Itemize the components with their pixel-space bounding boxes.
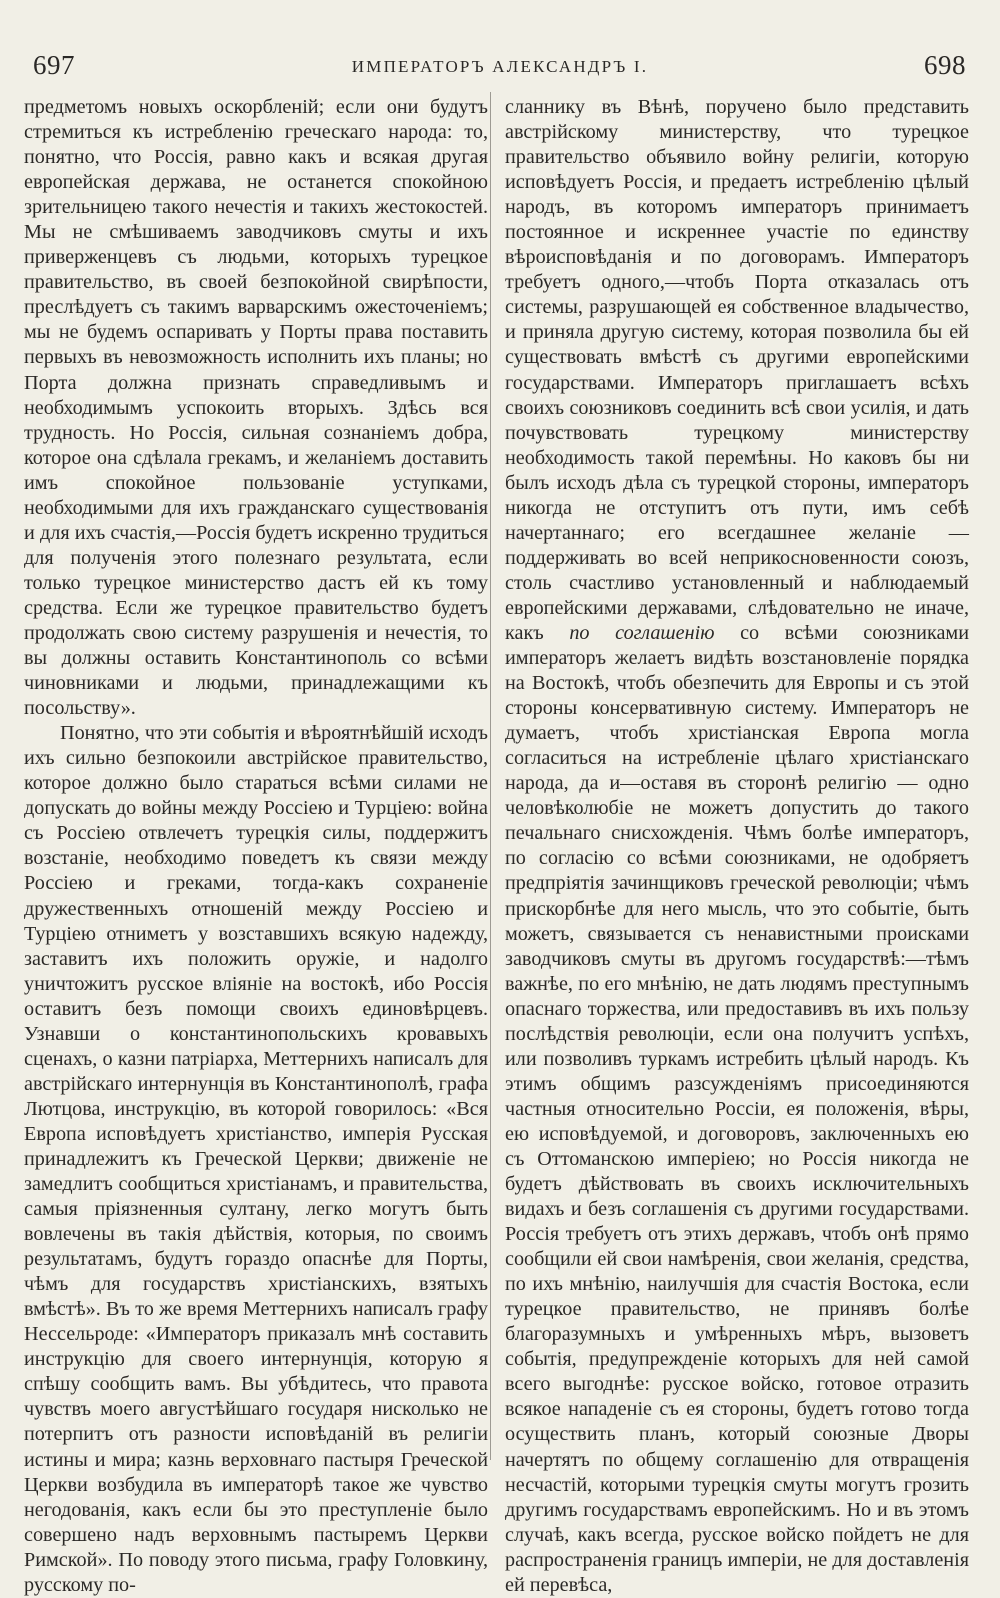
paragraph: Понятно, что эти событія и вѣроятнѣйшій исходъ ихъ сильно безпокоили австрійское правительство, которое должно было стараться всѣми силами не допускать до войны между Россіею и Турціею: война съ Россіею отвлечетъ турецкія силы, поддержитъ возстаніе, необходимо поведетъ къ связи между Россіею и греками, тогда-какъ сохраненіе дружественныхъ отношеній между Россіею и Турціею отниметъ у возставшихъ всякую надежду, заставитъ ихъ положить оружіе, и надолго уничтожитъ русское вліяніе на востокѣ, ибо Россія оставитъ безъ помощи своихъ единовѣрцевъ. Узнавши о константинопольскихъ кровавыхъ сценахъ, о казни патріарха, Меттернихъ написалъ для австрійскаго интернунція въ Константинополѣ, графа Лютцова, инструкцію, въ которой говорилось: «Вся Европа исповѣдуетъ христіанство, имперія Русская принадлежитъ къ Греческой Церкви; движеніе не замедлитъ сообщиться христіанамъ, и правительства, самыя пріязненныя султану, легко могутъ быть вовлечены въ такія дѣйствія, которыя, по своимъ результатамъ, будутъ гораздо опаснѣе для Порты, чѣмъ для государствъ христіанскихъ, взятыхъ вмѣстѣ». Въ то же время Меттернихъ написалъ графу Нессельроде: «Императоръ приказалъ мнѣ составить инструкцію для своего интернунція, которую я спѣшу сообщить вамъ. Вы убѣдитесь, что правота чувствъ моего августѣйшаго государя нисколько не потерпитъ отъ разности исповѣданій въ религіи истины и мира; казнь верховнаго пастыря Греческой Церкви возбудила въ императорѣ такое же чувство негодованія, какъ если бы это преступленіе было совершено надъ верховнымъ пастыремъ Церкви Римской». По поводу этого письма, графу Головкину, русскому по-	[24, 722, 488, 1596]
left-column	[24, 95, 488, 1598]
paragraph	[505, 95, 969, 1598]
page-number-left: 697	[33, 50, 75, 80]
running-title: ИМПЕРАТОРЪ АЛЕКСАНДРЪ I.	[351, 57, 649, 76]
page-header	[0, 50, 1000, 86]
paragraph: предметомъ новыхъ оскорбленій; если они будутъ стремиться къ истребленію греческаго народа: то, понятно, что Россія, равно какъ и всякая другая европейская держава, не останется спокойною зрительницею такого нечестія и такихъ жестокостей. Мы не смѣшиваемъ заводчиковъ смуты и ихъ приверженцевъ съ людьми, которыхъ турецкое правительство, въ своей безпокойной свирѣпости, преслѣдуетъ съ такимъ варварскимъ ожесточеніемъ; мы не будемъ оспаривать у Порты права поставить первыхъ въ невозможность исполнить ихъ планы; но Порта должна признать справедливымъ и необходимымъ успокоить вторыхъ. Здѣсь вся трудность. Но Россія, сильная сознаніемъ добра, которое она сдѣлала грекамъ, и желаніемъ доставить имъ спокойное пользованіе уступками, необходимыми для ихъ гражданскаго существованія и для ихъ счастія,—Россія будетъ искренно трудиться для полученія этого полезнаго результата, если только турецкое министерство дастъ ей къ тому средства. Если же турецкое правительство будетъ продолжать свою систему разрушенія и нечестія, то вы должны оставить Константинополь со всѣми чиновниками и людьми, принадлежащими къ посольству».	[24, 96, 488, 720]
column-divider	[490, 92, 491, 1460]
paragraph-text: сланнику въ Вѣнѣ, поручено было представить австрійскому министерству, что турецкое правительство объявило войну религіи, которую исповѣдуетъ Россія, и предаетъ истребленію цѣлый народъ, въ которомъ императоръ принимаетъ постоянное и искреннее участіе по единству вѣроисповѣданія и по договорамъ. Императоръ требуетъ одного,—чтобъ Порта отказалась отъ системы, разрушающей ея собственное владычество, и приняла другую систему, которая позволила бы ей существовать вмѣстѣ съ другими европейскими государствами. Императоръ приглашаетъ всѣхъ своихъ союзниковъ соединить всѣ свои усилія, и дать почувствовать турецкому министерству необходимость такой перемѣны. Но каковъ бы ни былъ исходъ дѣла съ турецкой стороны, императоръ никогда не отступитъ отъ пути, имъ себѣ начертаннаго; его всегдашнее желаніе — поддерживать во всей неприкосновенности союзъ, столь счастливо установленный и наблюдаемый европейскими державами, слѣдовательно не иначе, какъ	[505, 96, 969, 644]
paragraph-text: со всѣми союзниками императоръ желаетъ видѣть возстановленіе порядка на Востокѣ, чтобъ обезпечить для Европы и съ этой стороны консервативную систему. Императоръ не думаетъ, чтобъ христіанская Европа могла согласиться на истребленіе цѣлаго христіанскаго народа, да и—оставя въ сторонѣ религію — одно человѣколюбіе не можетъ допустить до такого печальнаго снисхожденія. Чѣмъ болѣе императоръ, по согласію со всѣми союзниками, не одобряетъ предпріятія зачинщиковъ греческой революціи; чѣмъ прискорбнѣе для него мысль, что это событіе, быть можетъ, связывается съ ненавистными происками заводчиковъ смуты въ другомъ государствѣ:—тѣмъ важнѣе, по его мнѣнію, не дать людямъ преступнымъ опаснаго торжества, или предоставивъ въ ихъ пользу послѣдствія революціи, если она получитъ успѣхъ, или позволивъ туркамъ истребить цѣлый народъ. Къ этимъ общимъ разсужденіямъ присоединяются частныя относительно Россіи, ея положенія, вѣры, ею исповѣдуемой, и договоровъ, заключенныхъ ею съ Оттоманскою имперіею; но Россія никогда не будетъ дѣйствовать въ своихъ исключительныхъ видахъ и безъ соглашенія съ другими государствами. Россія требуетъ отъ этихъ державъ, чтобъ онѣ прямо сообщили ей свои намѣренія, свои желанія, средства, по ихъ мнѣнію, наилучшія для счастія Востока, если турецкое правительство, не принявъ болѣе благоразумныхъ и умѣренныхъ мѣръ, вызоветъ событія, предупрежденіе которыхъ для ней самой всего выгоднѣе: русское войско, готовое отразить всякое нападеніе съ ея стороны, будетъ готово тогда осуществить планъ, который союзные Дворы начертятъ по общему соглашенію для отвращенія несчастій, которыми турецкія смуты могутъ грозить другимъ государствамъ европейскимъ. Но и въ этомъ случаѣ, какъ всегда, русское войско пойдетъ не для распространенія границъ имперіи, не для доставленія ей перевѣса,	[505, 621, 970, 1596]
page-number-right: 698	[924, 50, 966, 80]
italic-phrase: по соглашенію	[569, 621, 715, 644]
right-column	[505, 95, 969, 1598]
